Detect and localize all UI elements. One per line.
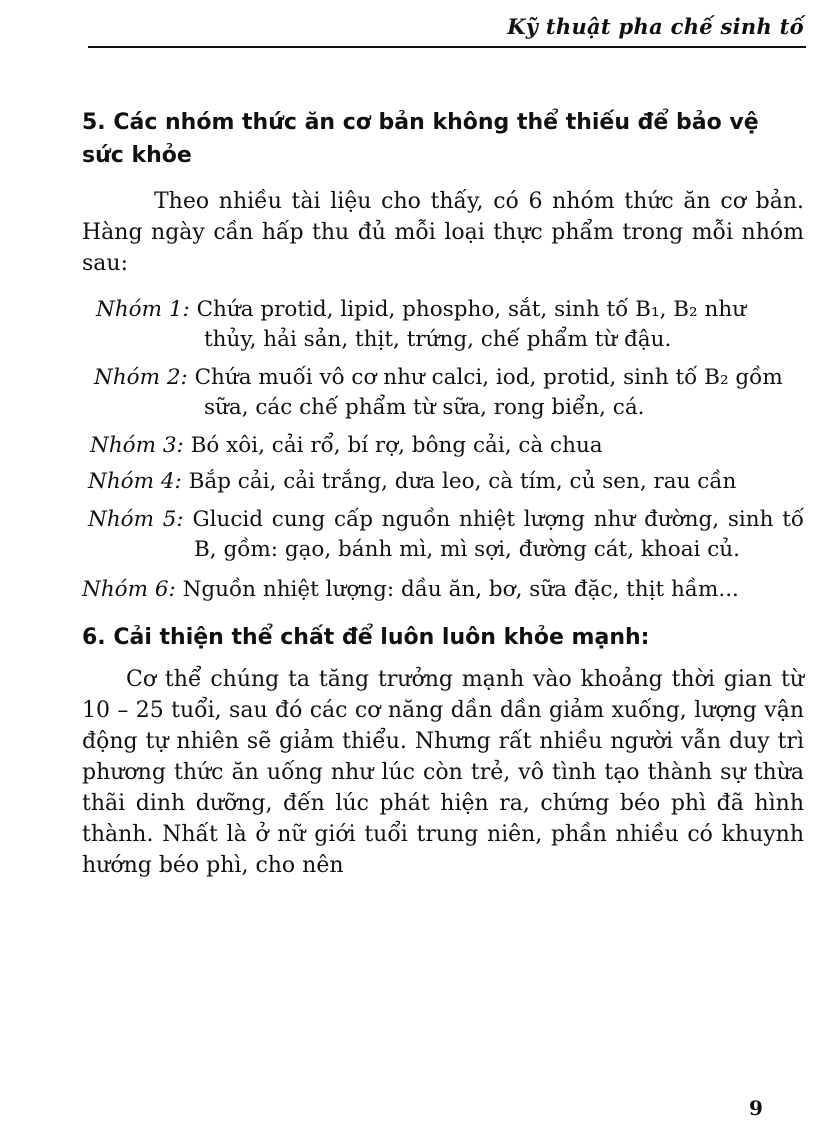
header-rule [88,46,806,48]
page-content [82,106,804,881]
section-5-intro: Theo nhiều tài liệu cho thấy, có 6 nhóm thức ăn cơ bản. Hàng ngày cần hấp thu đủ mỗi loại thực phẩm trong mỗi nhóm sau: [82,189,804,276]
section-6-heading: 6. Cải thiện thể chất để luôn luôn khỏe mạnh: [82,625,650,650]
food-group-label: Nhóm 1: [96,297,190,322]
food-group-1 [82,295,804,355]
food-group-5 [82,505,804,565]
food-group-text: Bắp cải, cải trắng, dưa leo, cà tím, củ sen, rau cần [181,469,737,494]
page-number: 9 [749,1096,763,1120]
food-group-text: Nguồn nhiệt lượng: dầu ăn, bơ, sữa đặc, thịt hầm... [175,577,739,602]
food-group-label: Nhóm 6: [82,577,176,602]
food-group-label: Nhóm 3: [90,433,184,458]
section-6-paragraph: Cơ thể chúng ta tăng trưởng mạnh vào khoảng thời gian từ 10 – 25 tuổi, sau đó các cơ năng dần dần giảm xuống, lượng vận động tự nhiên sẽ giảm thiểu. Nhưng rất nhiều người vẫn duy trì phương thức ăn uống như lúc còn trẻ, vô tình tạo thành sự thừa thãi dinh dưỡng, đến lúc phát hiện ra, chứng béo phì đã hình thành. Nhất là ở nữ giới tuổi trung niên, phần nhiều có khuynh hướng béo phì, cho nên [82,667,804,878]
section-5-heading: 5. Các nhóm thức ăn cơ bản không thể thiếu để bảo vệ sức khỏe [82,110,759,168]
food-group-label: Nhóm 4: [88,469,182,494]
food-group-2 [82,363,804,423]
food-group-text: Chứa muối vô cơ như calci, iod, protid, sinh tố B₂ gồm sữa, các chế phẩm từ sữa, rong biển, cá. [187,365,783,420]
food-group-4 [82,467,804,497]
food-group-label: Nhóm 5: [88,507,184,532]
running-header-title: Kỹ thuật pha chế sinh tố [507,14,804,39]
food-group-3 [82,431,804,461]
food-group-6 [82,575,804,605]
food-group-text: Bó xôi, cải rổ, bí rợ, bông cải, cà chua [183,433,603,458]
food-group-text: Chứa protid, lipid, phospho, sắt, sinh tố B₁, B₂ như thủy, hải sản, thịt, trứng, chế phẩm từ đậu. [189,297,747,352]
food-group-label: Nhóm 2: [94,365,188,390]
food-group-text: Glucid cung cấp nguồn nhiệt lượng như đường, sinh tố B, gồm: gạo, bánh mì, mì sợi, đường cát, khoai củ. [183,507,804,562]
